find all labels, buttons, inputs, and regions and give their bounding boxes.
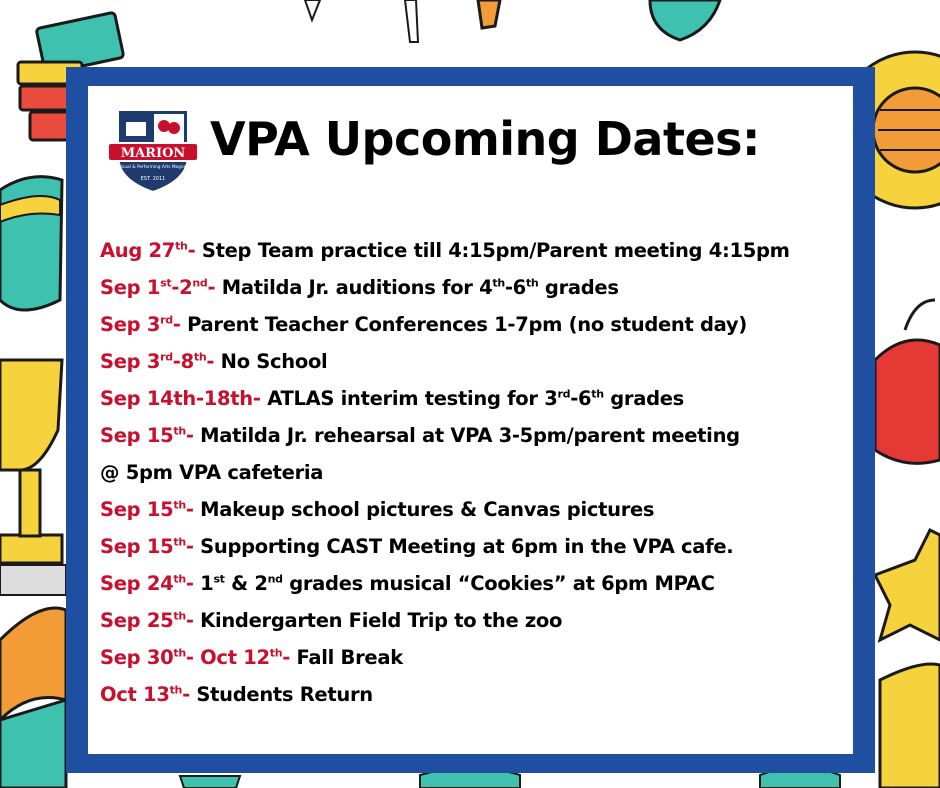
event-row: [100, 417, 840, 454]
event-date: [100, 683, 196, 706]
event-date-part: Sep 3: [100, 313, 161, 336]
theater-masks-icon: [158, 120, 170, 132]
event-date-part: Sep 1: [100, 276, 161, 299]
event-date-part: th: [173, 535, 186, 549]
event-row: [100, 491, 840, 528]
event-date-part: -: [185, 572, 201, 595]
event-date-part: -: [187, 239, 202, 262]
event-date-part: Oct 13: [100, 683, 170, 706]
event-date-part: Sep 15: [100, 535, 174, 558]
event-description: Matilda Jr. auditions for 4: [221, 276, 493, 299]
event-date: [100, 646, 297, 669]
trophy-icon: [0, 360, 66, 595]
event-date-part: th: [173, 609, 186, 623]
event-date-part: Sep 15: [100, 498, 174, 521]
event-description: ATLAS interim testing for 3: [267, 387, 558, 410]
events-list: [100, 232, 840, 713]
event-description: Step Team practice till 4:15pm/Parent meeting 4:15pm: [201, 239, 790, 262]
event-date-part: Oct 12: [200, 646, 270, 669]
event-date-part: -: [207, 276, 222, 299]
event-date: [100, 313, 187, 336]
event-date-part: -: [185, 424, 201, 447]
pencil-icon: [478, 0, 500, 28]
event-description: rd: [557, 387, 571, 401]
event-date: [100, 387, 267, 410]
event-row: [100, 343, 840, 380]
star-icon: [875, 530, 940, 640]
event-date-part: -: [185, 498, 201, 521]
event-date: [100, 572, 200, 595]
event-date: [100, 276, 222, 299]
event-date-part: Sep 25: [100, 609, 174, 632]
event-description: grades: [603, 387, 684, 410]
logo-name: MARION: [120, 146, 186, 161]
event-row: [100, 306, 840, 343]
event-date: [100, 498, 200, 521]
event-date: [100, 609, 200, 632]
event-date-part: rd: [160, 313, 173, 327]
event-date-part: th: [173, 498, 186, 512]
event-date-part: th: [193, 350, 207, 364]
event-row: [100, 639, 840, 676]
event-description: No School: [220, 350, 328, 373]
event-date-part: -: [172, 313, 188, 336]
logo-est: EST. 2011: [140, 176, 166, 182]
event-description: -6: [504, 276, 526, 299]
event-description: nd: [267, 572, 283, 586]
event-row: [100, 528, 840, 565]
event-date-part: Sep 14th-18th: [100, 387, 253, 410]
event-date-part: -: [182, 683, 197, 706]
event-description: th: [525, 276, 539, 290]
event-row: [100, 454, 840, 491]
apple-icon: [875, 300, 940, 463]
event-description: -6: [570, 387, 592, 410]
event-date-part: -: [252, 387, 268, 410]
event-description: grades: [538, 276, 619, 299]
event-description: Students Return: [196, 683, 373, 706]
event-row: [100, 602, 840, 639]
event-description: @ 5pm VPA cafeteria: [100, 461, 324, 484]
event-date-part: Sep 3: [100, 350, 161, 373]
event-date-part: -: [172, 350, 181, 373]
event-date-part: th: [175, 239, 188, 253]
event-date: [100, 350, 221, 373]
event-date-part: nd: [192, 276, 208, 290]
event-date-part: 8: [180, 350, 194, 373]
event-date-part: -: [185, 646, 201, 669]
event-description: Kindergarten Field Trip to the zoo: [200, 609, 563, 632]
event-date-part: -: [185, 609, 201, 632]
event-row: [100, 565, 840, 602]
event-date-part: st: [160, 276, 172, 290]
event-date: [100, 535, 200, 558]
event-row: [100, 380, 840, 417]
event-date-part: Sep 24: [100, 572, 174, 595]
event-date-part: Aug 27: [100, 239, 176, 262]
event-description: Makeup school pictures & Canvas pictures: [200, 498, 655, 521]
event-date-part: th: [269, 646, 283, 660]
event-row: [100, 232, 840, 269]
event-date-part: th: [173, 646, 186, 660]
event-description: Fall Break: [296, 646, 403, 669]
event-description: & 2: [224, 572, 268, 595]
event-description: st: [213, 572, 225, 586]
event-description: Matilda Jr. rehearsal at VPA 3-5pm/parent meeting: [200, 424, 740, 447]
event-description: th: [492, 276, 505, 290]
event-date-part: -: [282, 646, 297, 669]
piano-icon: [126, 122, 146, 136]
event-date: [100, 424, 200, 447]
event-description: Parent Teacher Conferences 1-7pm (no student day): [187, 313, 747, 336]
event-description: 1: [200, 572, 214, 595]
event-date-part: -: [185, 535, 201, 558]
event-date-part: -: [171, 276, 180, 299]
event-date-part: rd: [160, 350, 173, 364]
event-date-part: 2: [179, 276, 193, 299]
logo-subtitle: Visual & Performing Arts Magnet: [118, 165, 188, 170]
page-title: VPA Upcoming Dates:: [210, 112, 760, 166]
event-date-part: Sep 30: [100, 646, 174, 669]
event-date-part: th: [173, 424, 186, 438]
event-description: Supporting CAST Meeting at 6pm in the VPA cafe.: [200, 535, 734, 558]
event-row: [100, 676, 840, 713]
event-date-part: th: [173, 572, 186, 586]
event-row: [100, 269, 840, 306]
event-date: [100, 239, 202, 262]
leaf-icon: [650, 0, 720, 40]
event-date-part: th: [169, 683, 183, 697]
event-description: grades musical “Cookies” at 6pm MPAC: [282, 572, 715, 595]
event-date-part: -: [206, 350, 221, 373]
marion-logo: [106, 100, 200, 194]
event-description: th: [591, 387, 604, 401]
event-date-part: Sep 15: [100, 424, 174, 447]
